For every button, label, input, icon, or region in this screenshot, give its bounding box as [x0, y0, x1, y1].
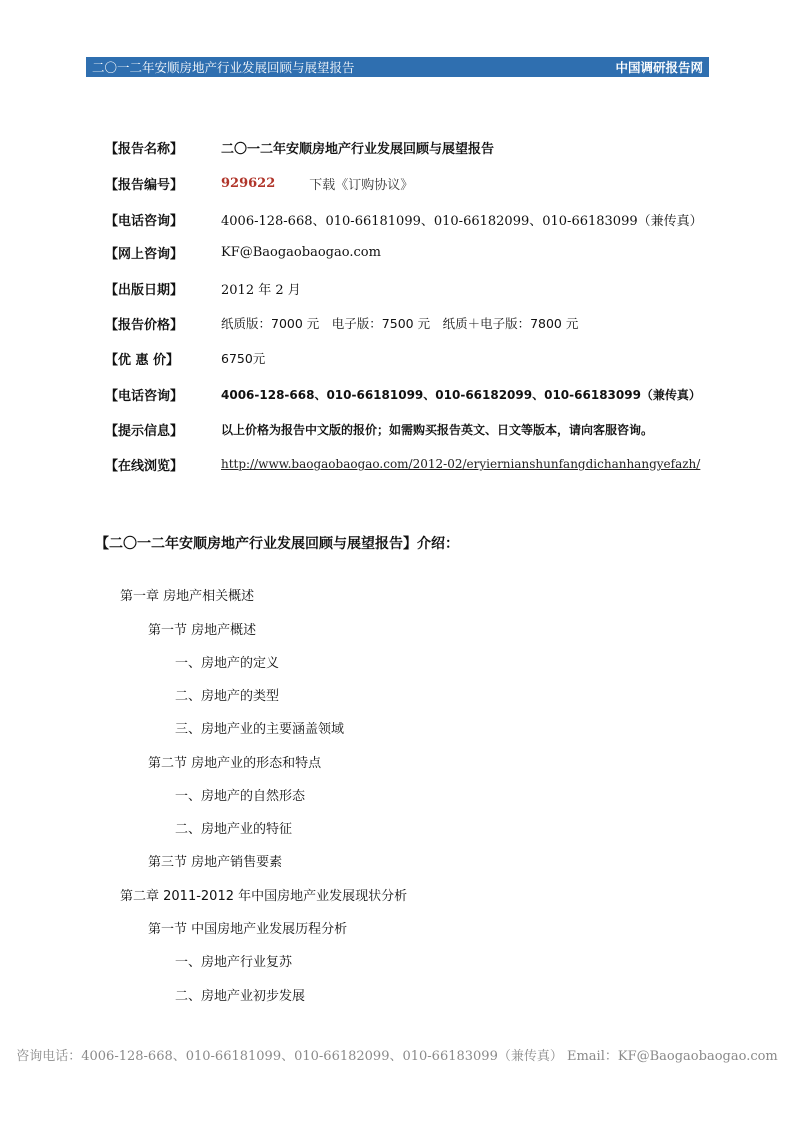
info-label: 【出版日期】 [105, 282, 184, 298]
toc-section: 第二节 房地产业的形态和特点 [148, 756, 322, 771]
info-row-date [105, 277, 725, 299]
online-view-link[interactable]: http://www.baogaobaogao.com/2012-02/eryiernianshunfangdichanhangyefazh/ [221, 457, 701, 471]
report-name: 二〇一二年安顺房地产行业发展回顾与展望报告 [221, 141, 495, 157]
info-label: 【网上咨询】 [105, 246, 184, 262]
info-label: 【报告编号】 [105, 177, 184, 193]
page-footer: 咨询电话：4006-128-668、010-66181099、010-66182099、010-66183099（兼传真） Email：KF@Baogaobaogao.com [16, 1049, 778, 1064]
report-code: 929622 [221, 175, 276, 191]
toc-section: 第一节 中国房地产业发展历程分析 [148, 922, 348, 937]
info-label: 【优 惠 价】 [105, 352, 180, 368]
notice-text: 以上价格为报告中文版的报价；如需购买报告英文、日文等版本，请向客服咨询。 [221, 422, 654, 437]
download-agreement-link[interactable]: 下载《订购协议》 [309, 177, 414, 193]
info-label: 【电话咨询】 [105, 213, 184, 229]
toc-item: 二、房地产业初步发展 [175, 989, 306, 1004]
publish-date: 2012 年 2 月 [221, 282, 301, 298]
toc-item: 一、房地产的定义 [175, 656, 280, 671]
info-row-discount [105, 347, 725, 369]
info-row-online [105, 241, 725, 263]
info-label: 【报告名称】 [105, 141, 184, 157]
intro-heading: 【二〇一二年安顺房地产行业发展回顾与展望报告】介绍： [95, 536, 459, 552]
info-label: 【在线浏览】 [105, 458, 184, 474]
info-label: 【电话咨询】 [105, 388, 184, 404]
info-row-notice [105, 418, 725, 440]
toc-item: 二、房地产业的特征 [175, 822, 293, 837]
header-title: 二〇一二年安顺房地产行业发展回顾与展望报告 [92, 60, 355, 75]
info-row-name [105, 136, 725, 158]
info-row-phone-2 [105, 383, 725, 405]
contact-email[interactable]: KF@Baogaobaogao.com [221, 244, 381, 260]
phone-numbers-2: 4006-128-668、010-66181099、010-66182099、010-66183099（兼传真） [221, 387, 701, 402]
toc-item: 一、房地产的自然形态 [175, 789, 306, 804]
info-row-url [105, 453, 725, 475]
info-row-code [105, 172, 725, 194]
header-bar [86, 57, 709, 77]
toc-chapter: 第一章 房地产相关概述 [120, 589, 255, 604]
header-brand: 中国调研报告网 [615, 60, 703, 75]
report-price: 纸质版：7000 元 电子版：7500 元 纸质＋电子版：7800 元 [221, 316, 579, 331]
info-row-phone [105, 208, 725, 230]
toc-chapter: 第二章 2011-2012 年中国房地产业发展现状分析 [120, 889, 408, 904]
info-row-price [105, 312, 725, 334]
toc-section: 第三节 房地产销售要素 [148, 855, 283, 870]
toc-item: 二、房地产的类型 [175, 689, 280, 704]
toc-section: 第一节 房地产概述 [148, 623, 257, 638]
info-label: 【提示信息】 [105, 423, 184, 439]
discount-price: 6750元 [221, 351, 266, 366]
phone-numbers: 4006-128-668、010-66181099、010-66182099、010-66183099（兼传真） [221, 213, 703, 229]
info-label: 【报告价格】 [105, 317, 184, 333]
toc-item: 三、房地产业的主要涵盖领域 [175, 722, 345, 737]
toc-item: 一、房地产行业复苏 [175, 955, 293, 970]
